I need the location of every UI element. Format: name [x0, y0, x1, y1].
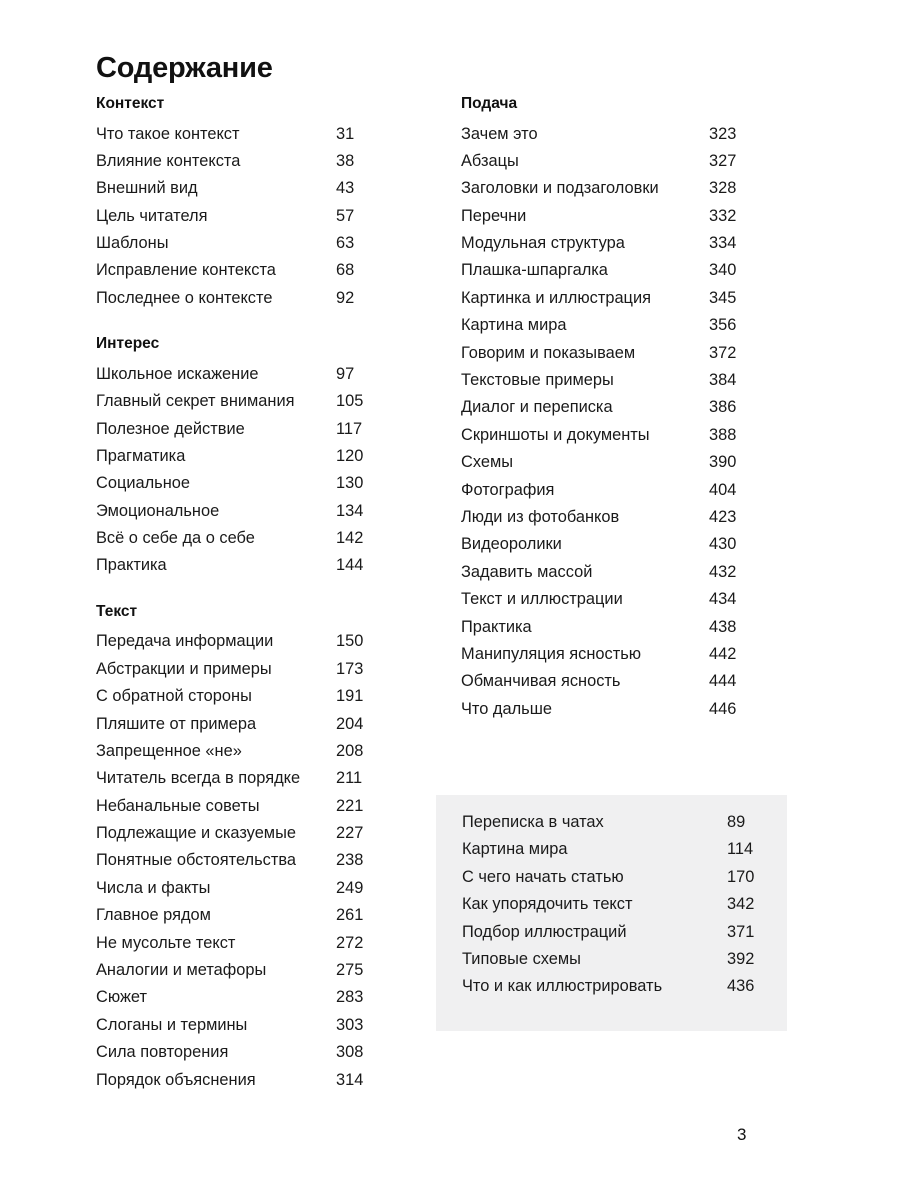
toc-entry-title: Задавить массой — [461, 562, 593, 581]
highlighted-entry-page: 392 — [727, 949, 755, 968]
toc-entry-title: Исправление контекста — [96, 261, 276, 280]
toc-entry-title: Перечни — [461, 206, 527, 225]
toc-entry-title: Обманчивая ясность — [461, 672, 621, 691]
toc-entry-title: Полезное действие — [96, 419, 245, 438]
toc-entry-page: 275 — [336, 961, 364, 980]
highlighted-entry[interactable] — [462, 950, 773, 977]
toc-entry[interactable] — [96, 289, 386, 316]
toc-entry-title: Внешний вид — [96, 179, 198, 198]
toc-entry-page: 332 — [709, 206, 737, 225]
toc-entry-title: Схемы — [461, 453, 514, 472]
toc-entry-page: 211 — [336, 769, 363, 788]
toc-entry[interactable] — [461, 700, 761, 727]
toc-entry-page: 249 — [336, 878, 364, 897]
toc-entry[interactable] — [96, 1071, 386, 1098]
toc-entry[interactable] — [461, 371, 761, 398]
toc-entry-page: 43 — [336, 179, 355, 198]
highlighted-entry-page: 342 — [727, 895, 755, 914]
toc-entry-title: Плашка-шпаргалка — [461, 261, 608, 280]
toc-entry-title: С обратной стороны — [96, 687, 252, 706]
toc-entry[interactable] — [96, 447, 386, 474]
toc-entry-title: Слоганы и термины — [96, 1015, 248, 1034]
toc-entry-page: 142 — [336, 529, 364, 548]
toc-section — [96, 336, 386, 584]
toc-entry-page: 31 — [336, 124, 355, 143]
toc-entry-title: Школьное искажение — [96, 364, 259, 383]
toc-entry-title: Главный секрет внимания — [96, 392, 295, 411]
toc-entry[interactable] — [461, 125, 761, 152]
toc-entry[interactable] — [96, 660, 386, 687]
toc-entry[interactable] — [96, 961, 386, 988]
toc-section-heading: Подача — [461, 95, 518, 112]
toc-entry-page: 384 — [709, 371, 737, 390]
toc-entry-page: 334 — [709, 234, 737, 253]
toc-entry-page: 221 — [336, 796, 364, 815]
highlighted-entry-page: 114 — [727, 840, 754, 859]
toc-entry-page: 57 — [336, 206, 355, 225]
toc-entry-page: 328 — [709, 179, 737, 198]
page-number: 3 — [737, 1125, 747, 1144]
toc-entry-page: 323 — [709, 124, 737, 143]
toc-entry-page: 238 — [336, 851, 364, 870]
toc-entry-page: 303 — [336, 1015, 364, 1034]
highlighted-entry-page: 436 — [727, 977, 755, 996]
toc-entry[interactable] — [96, 529, 386, 556]
toc-entry[interactable] — [96, 207, 386, 234]
toc-entry[interactable] — [461, 535, 761, 562]
highlighted-entry-title: С чего начать статью — [462, 867, 624, 886]
toc-entry-page: 386 — [709, 398, 737, 417]
toc-entry-page: 404 — [709, 480, 737, 499]
toc-entry-page: 150 — [336, 632, 364, 651]
toc-entry-title: Читатель всегда в порядке — [96, 769, 301, 788]
toc-entry[interactable] — [96, 152, 386, 179]
toc-entry-title: Абзацы — [461, 151, 519, 170]
highlighted-entries-box — [436, 795, 787, 1031]
toc-column-left — [96, 96, 386, 1098]
toc-entry-title: Картинка и иллюстрация — [461, 288, 651, 307]
highlighted-entry-title: Картина мира — [462, 840, 568, 859]
toc-entry-title: Эмоциональное — [96, 501, 220, 520]
toc-entry-title: Скриншоты и документы — [461, 425, 650, 444]
toc-entry[interactable] — [461, 316, 761, 343]
toc-entry-title: Зачем это — [461, 124, 538, 143]
toc-entry-title: Подлежащие и сказуемые — [96, 824, 296, 843]
toc-entry-page: 38 — [336, 151, 355, 170]
toc-entry-page: 134 — [336, 501, 364, 520]
toc-entry-page: 97 — [336, 364, 355, 383]
toc-entry-title: Видеоролики — [461, 535, 562, 554]
toc-entry[interactable] — [461, 453, 761, 480]
toc-entry-title: Передача информации — [96, 632, 274, 651]
highlighted-entry-title: Что и как иллюстрировать — [462, 977, 663, 996]
toc-entry-page: 388 — [709, 425, 737, 444]
highlighted-entries-list — [462, 813, 773, 1005]
toc-entry-title: Практика — [96, 556, 167, 575]
toc-entry-title: Модульная структура — [461, 234, 625, 253]
highlighted-entry-title: Переписка в чатах — [462, 813, 604, 831]
toc-entry-title: Практика — [461, 617, 532, 636]
toc-entry-page: 430 — [709, 535, 737, 554]
toc-entry-title: Всё о себе да о себе — [96, 529, 255, 548]
toc-entry[interactable] — [461, 618, 761, 645]
highlighted-entry-title: Как упорядочить текст — [462, 895, 633, 914]
toc-entry-page: 144 — [336, 556, 364, 575]
toc-entry[interactable] — [461, 508, 761, 535]
toc-entry-page: 442 — [709, 644, 737, 663]
toc-entry[interactable] — [461, 152, 761, 179]
toc-entry[interactable] — [461, 261, 761, 288]
toc-entry[interactable] — [96, 797, 386, 824]
toc-entry[interactable] — [96, 179, 386, 206]
toc-entry-page: 372 — [709, 343, 737, 362]
toc-entry-title: Главное рядом — [96, 906, 211, 925]
highlighted-entry-title: Типовые схемы — [462, 949, 581, 968]
toc-section — [96, 96, 386, 316]
toc-entry-page: 308 — [336, 1043, 364, 1062]
toc-entry[interactable] — [461, 672, 761, 699]
toc-entry[interactable] — [461, 563, 761, 590]
toc-entry[interactable] — [461, 590, 761, 617]
toc-entry[interactable] — [96, 715, 386, 742]
toc-entry[interactable] — [96, 879, 386, 906]
toc-entry[interactable] — [96, 1016, 386, 1043]
toc-entry-page: 130 — [336, 474, 364, 493]
toc-entry-title: Небанальные советы — [96, 796, 260, 815]
toc-entry-title: Шаблоны — [96, 234, 169, 253]
toc-entry[interactable] — [96, 234, 386, 261]
toc-entry-page: 117 — [336, 419, 363, 438]
toc-section — [461, 96, 761, 727]
toc-entry-title: Говорим и показываем — [461, 343, 636, 362]
toc-entry-page: 68 — [336, 261, 355, 280]
highlighted-entry[interactable] — [462, 840, 773, 867]
toc-entry-title: Запрещенное «не» — [96, 741, 242, 760]
toc-entry[interactable] — [96, 687, 386, 714]
toc-entry-title: Сюжет — [96, 988, 147, 1007]
toc-entry[interactable] — [461, 344, 761, 371]
toc-entry-page: 327 — [709, 151, 737, 170]
toc-entry-title: Что такое контекст — [96, 124, 240, 143]
toc-entry-page: 340 — [709, 261, 737, 280]
toc-entry-page: 272 — [336, 933, 364, 952]
toc-entry-title: Текстовые примеры — [461, 371, 614, 390]
toc-entry-page: 173 — [336, 659, 364, 678]
toc-entry[interactable] — [96, 392, 386, 419]
toc-entry-page: 92 — [336, 288, 355, 307]
toc-entry-page: 390 — [709, 453, 737, 472]
toc-entry-page: 314 — [336, 1070, 364, 1089]
toc-entry-page: 105 — [336, 392, 364, 411]
toc-entry-page: 283 — [336, 988, 364, 1007]
toc-entry-title: Диалог и переписка — [461, 398, 613, 417]
toc-section-heading: Интерес — [96, 335, 160, 353]
toc-entry-title: Манипуляция ясностью — [461, 644, 642, 663]
toc-entry[interactable] — [96, 632, 386, 659]
toc-entry-page: 120 — [336, 446, 364, 465]
highlighted-entry-page: 89 — [727, 813, 746, 831]
toc-entry-title: Не мусольте текст — [96, 933, 236, 952]
toc-entry-title: Картина мира — [461, 316, 567, 335]
toc-entry-title: Сила повторения — [96, 1043, 229, 1062]
toc-entry[interactable] — [96, 556, 386, 583]
toc-entry-title: Пляшите от примера — [96, 714, 257, 733]
toc-entry-title: Влияние контекста — [96, 151, 241, 170]
toc-entry-title: Прагматика — [96, 446, 186, 465]
toc-entry-page: 446 — [709, 699, 737, 718]
toc-entry-title: Социальное — [96, 474, 190, 493]
toc-entry[interactable] — [461, 481, 761, 508]
toc-section-heading: Текст — [96, 602, 138, 620]
toc-entry-title: Порядок объяснения — [96, 1070, 256, 1089]
toc-entry-title: Текст и иллюстрации — [461, 590, 623, 609]
toc-entry[interactable] — [461, 645, 761, 672]
highlighted-entry[interactable] — [462, 868, 773, 895]
toc-entry-page: 345 — [709, 288, 737, 307]
toc-entry-page: 434 — [709, 590, 737, 609]
highlighted-entry-page: 371 — [727, 922, 755, 941]
toc-entry-page: 444 — [709, 672, 737, 691]
toc-entry[interactable] — [96, 742, 386, 769]
toc-entry-page: 438 — [709, 617, 737, 636]
toc-entry-page: 227 — [336, 824, 364, 843]
toc-section — [96, 604, 386, 1098]
toc-entry[interactable] — [461, 426, 761, 453]
toc-entry[interactable] — [461, 289, 761, 316]
toc-entry[interactable] — [461, 207, 761, 234]
toc-entry[interactable] — [96, 502, 386, 529]
toc-section-heading: Контекст — [96, 95, 165, 112]
toc-column-right — [461, 96, 761, 727]
toc-entry-title: Понятные обстоятельства — [96, 851, 297, 870]
toc-entry-title: Что дальше — [461, 699, 552, 718]
page-title: Содержание — [96, 52, 273, 85]
toc-entry[interactable] — [96, 824, 386, 851]
highlighted-entry-page: 170 — [727, 867, 755, 886]
toc-entry[interactable] — [461, 179, 761, 206]
toc-entry-page: 63 — [336, 234, 355, 253]
toc-entry-title: Числа и факты — [96, 878, 211, 897]
toc-entry-page: 204 — [336, 714, 364, 733]
highlighted-entry[interactable] — [462, 895, 773, 922]
toc-entry-page: 423 — [709, 507, 737, 526]
toc-entry-page: 432 — [709, 562, 737, 581]
toc-entry-title: Цель читателя — [96, 206, 208, 225]
toc-entry-title: Аналогии и метафоры — [96, 961, 267, 980]
toc-entry[interactable] — [96, 261, 386, 288]
toc-entry[interactable] — [461, 398, 761, 425]
toc-entry-title: Фотография — [461, 480, 555, 499]
toc-entry[interactable] — [96, 474, 386, 501]
toc-entry[interactable] — [96, 988, 386, 1015]
toc-entry[interactable] — [96, 769, 386, 796]
toc-entry-page: 356 — [709, 316, 737, 335]
highlighted-entry[interactable] — [462, 813, 773, 840]
toc-entry-page: 261 — [336, 906, 364, 925]
toc-entry[interactable] — [461, 234, 761, 261]
toc-entry-title: Последнее о контексте — [96, 288, 273, 307]
toc-entry-title: Абстракции и примеры — [96, 659, 272, 678]
toc-entry[interactable] — [96, 934, 386, 961]
toc-entry[interactable] — [96, 1043, 386, 1070]
toc-entry[interactable] — [96, 365, 386, 392]
highlighted-entry-title: Подбор иллюстраций — [462, 922, 627, 941]
highlighted-entry[interactable] — [462, 977, 773, 1004]
highlighted-entry[interactable] — [462, 923, 773, 950]
toc-entry[interactable] — [96, 906, 386, 933]
toc-entry-title: Заголовки и подзаголовки — [461, 179, 659, 198]
toc-entry[interactable] — [96, 125, 386, 152]
toc-entry-page: 208 — [336, 741, 364, 760]
toc-entry[interactable] — [96, 851, 386, 878]
toc-entry-page: 191 — [336, 687, 364, 706]
toc-entry[interactable] — [96, 420, 386, 447]
toc-entry-title: Люди из фотобанков — [461, 507, 620, 526]
